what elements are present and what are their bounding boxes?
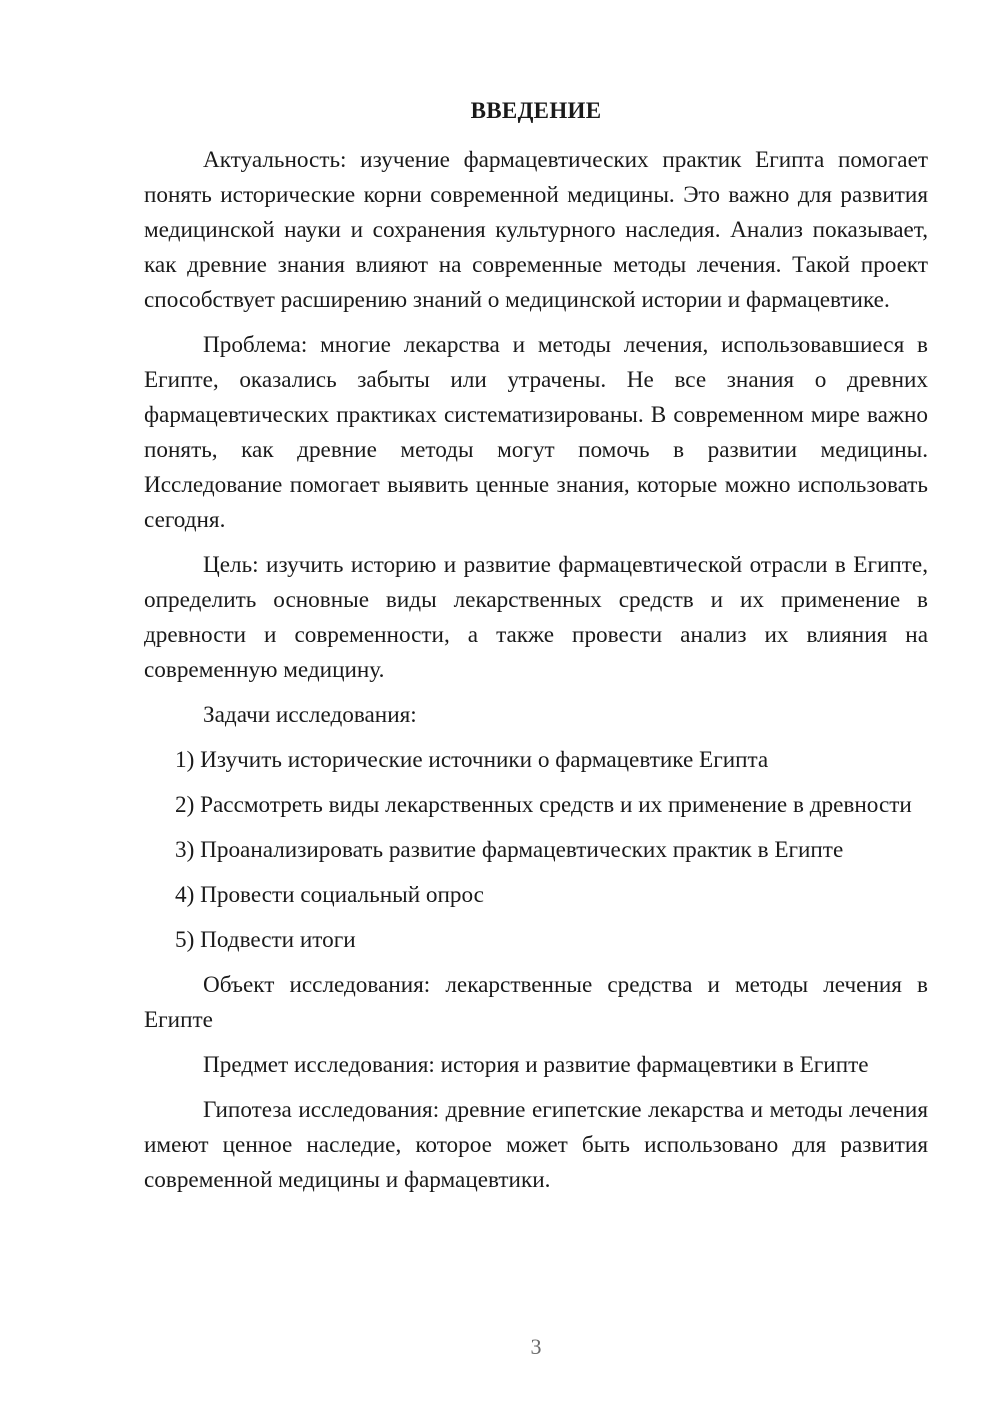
page-number: 3 [530, 1334, 542, 1359]
goal-paragraph: Цель: изучить историю и развитие фармацевтической отрасли в Египте, определить основные виды лекарственных средств и их применение в древности и современности, а также провести анализ их влияния на современную медицину. [144, 552, 928, 683]
hypothesis-paragraph: Гипотеза исследования: древние египетские лекарства и методы лечения имеют ценное наследие, которое может быть использовано для развития современной медицины и фармацевтики. [144, 1097, 928, 1193]
task-list-item: 1) Изучить исторические источники о фармацевтике Египта [175, 747, 769, 773]
task-list-item: 3) Проанализировать развитие фармацевтических практик в Египте [175, 837, 844, 863]
relevance-paragraph: Актуальность: изучение фармацевтических практик Египта помогает понять исторические корни современной медицины. Это важно для развития медицинской науки и сохранения культурного наследия. Анализ показывает, как древние знания влияют на современные методы лечения. Такой проект способствует расширению знаний о медицинской истории и фармацевтике. [144, 147, 928, 313]
object-paragraph: Объект исследования: лекарственные средства и методы лечения в Египте [144, 972, 928, 1033]
task-list-item: 4) Провести социальный опрос [175, 882, 484, 908]
subject-paragraph: Предмет исследования: история и развитие фармацевтики в Египте [203, 1052, 869, 1078]
problem-paragraph: Проблема: многие лекарства и методы лечения, использовавшиеся в Египте, оказались забыты или утрачены. Не все знания о древних фармацевтических практиках систематизированы. В современном мире важно понять, как древние методы могут помочь в развитии медицины. Исследование помогает выявить ценные знания, которые можно использовать сегодня. [144, 332, 928, 533]
task-list-item: 2) Рассмотреть виды лекарственных средств и их применение в древности [175, 792, 912, 818]
page-title: ВВЕДЕНИЕ [470, 98, 602, 123]
tasks-heading: Задачи исследования: [203, 702, 417, 728]
task-list-item: 5) Подвести итоги [175, 927, 356, 953]
document-body [144, 143, 928, 1208]
